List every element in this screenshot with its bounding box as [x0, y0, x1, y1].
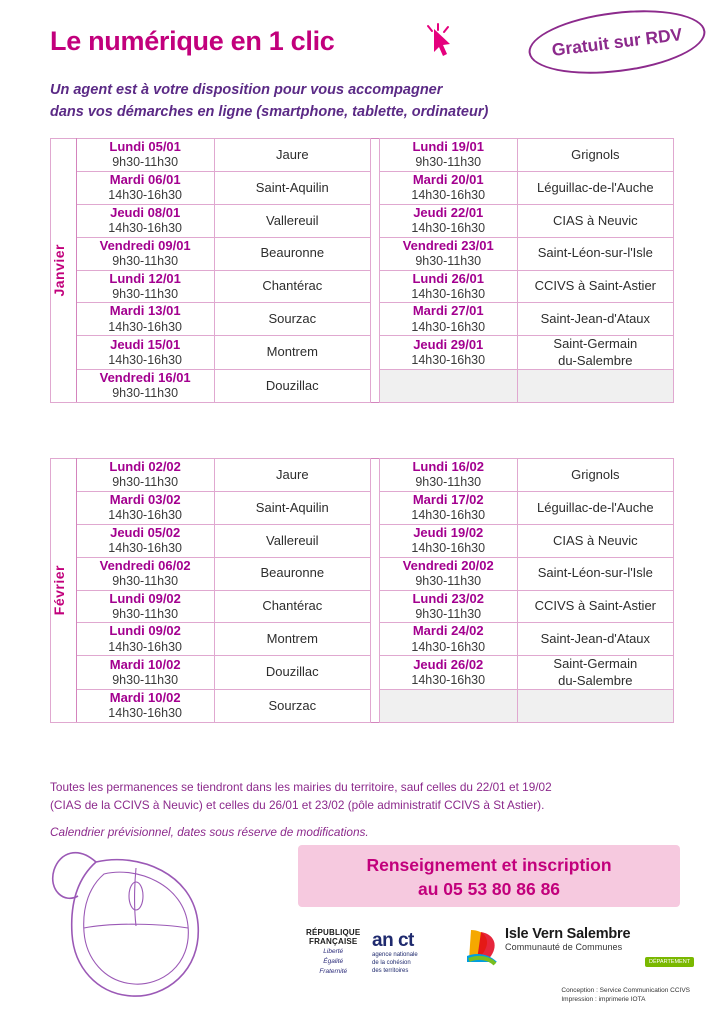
date-cell — [76, 369, 214, 402]
subtitle-line-1: Un agent est à votre disposition pour vous accompagner — [50, 82, 443, 98]
column-separator — [371, 336, 380, 370]
time-label: 9h30-11h30 — [112, 253, 179, 268]
time-label: 9h30-11h30 — [415, 155, 482, 170]
ivs-logo-text — [505, 926, 630, 952]
time-label: 14h30-16h30 — [108, 352, 182, 367]
time-label: 14h30-16h30 — [108, 508, 182, 523]
contact-line-2: au 05 53 80 86 86 — [417, 878, 561, 899]
table-row — [51, 270, 674, 303]
location-line-2: du-Salembre — [558, 352, 633, 368]
date-label: Jeudi 05/02 — [110, 524, 181, 540]
time-label: 9h30-11h30 — [415, 253, 482, 268]
anct-wordmark: an ct — [372, 930, 414, 951]
note-line-2: (CIAS de la CCIVS à Neuvic) et celles du 26/01 et 23/02 (pôle administratif CCIVS à St Astier). — [50, 798, 545, 813]
rf-line-2: FRANÇAISE — [308, 937, 358, 947]
date-label: Mardi 03/02 — [109, 491, 181, 507]
time-label: 9h30-11h30 — [112, 286, 179, 301]
credits-block — [561, 986, 690, 1005]
date-label: Jeudi 29/01 — [413, 336, 484, 352]
time-label: 14h30-16h30 — [411, 188, 486, 203]
date-cell — [379, 623, 517, 656]
date-cell — [379, 590, 517, 623]
anct-logo — [372, 930, 418, 975]
column-separator — [371, 204, 380, 237]
date-label: Jeudi 19/02 — [413, 524, 484, 540]
date-label: Vendredi 16/01 — [99, 369, 191, 385]
date-label: Mardi 06/01 — [109, 171, 181, 187]
date-cell — [379, 303, 517, 336]
table-row — [51, 491, 674, 524]
click-cursor-icon — [424, 22, 454, 60]
date-label: Vendredi 06/02 — [99, 557, 191, 573]
column-separator — [371, 171, 380, 204]
location-cell: Beauronne — [214, 557, 371, 590]
date-cell — [76, 623, 214, 656]
location-cell: Sourzac — [214, 303, 371, 336]
location-cell: Grignols — [517, 139, 673, 172]
date-label: Jeudi 26/02 — [413, 656, 484, 672]
time-label: 14h30-16h30 — [108, 706, 182, 720]
time-label: 9h30-11h30 — [112, 573, 179, 588]
location-cell: Montrem — [214, 336, 371, 370]
date-label: Vendredi 09/01 — [99, 237, 191, 253]
column-separator — [371, 237, 380, 270]
date-cell — [379, 656, 517, 690]
date-label: Vendredi 20/02 — [402, 557, 494, 573]
contact-box — [298, 845, 680, 907]
schedule-table-fevrier — [50, 458, 674, 723]
date-cell — [379, 491, 517, 524]
date-label: Lundi 05/01 — [109, 139, 181, 154]
time-label: 9h30-11h30 — [112, 475, 179, 490]
time-label: 9h30-11h30 — [415, 606, 482, 621]
date-cell — [76, 557, 214, 590]
date-label: Lundi 16/02 — [412, 459, 484, 474]
location-line-2: du-Salembre — [558, 672, 633, 688]
credit-line-1: Conception : Service Communication CCIVS — [561, 987, 690, 994]
table-row — [51, 623, 674, 656]
badge-label: Gratuit sur RDV — [550, 24, 684, 60]
time-label: 9h30-11h30 — [415, 475, 482, 490]
date-cell — [76, 656, 214, 690]
time-label: 14h30-16h30 — [411, 221, 486, 235]
rf-motto-2: Égalité — [323, 958, 344, 966]
date-label: Mardi 20/01 — [412, 171, 484, 187]
date-cell — [379, 459, 517, 492]
date-label: Lundi 09/02 — [109, 590, 181, 606]
column-separator — [371, 459, 380, 492]
date-cell — [379, 204, 517, 237]
location-cell: CIAS à Neuvic — [517, 524, 673, 557]
location-cell — [517, 336, 673, 370]
date-label: Lundi 19/01 — [412, 139, 484, 154]
location-cell: Saint-Léon-sur-l'Isle — [517, 237, 673, 270]
date-cell — [76, 303, 214, 336]
time-label: 14h30-16h30 — [108, 541, 182, 555]
empty-cell — [517, 689, 673, 722]
location-cell: Saint-Aquilin — [214, 491, 371, 524]
date-cell — [379, 237, 517, 270]
location-cell: Saint-Jean-d'Ataux — [517, 303, 673, 336]
date-label: Jeudi 15/01 — [110, 336, 181, 352]
location-cell: Montrem — [214, 623, 371, 656]
date-cell — [379, 524, 517, 557]
anct-sub-2: de la cohésion — [372, 959, 411, 966]
date-cell — [76, 491, 214, 524]
time-label: 14h30-16h30 — [411, 639, 486, 654]
table-row — [51, 237, 674, 270]
time-label: 14h30-16h30 — [108, 639, 182, 654]
time-label: 9h30-11h30 — [112, 672, 179, 687]
location-cell: CIAS à Neuvic — [517, 204, 673, 237]
ivs-name: Isle Vern Salembre — [505, 926, 631, 942]
table-row — [51, 303, 674, 336]
column-separator — [371, 689, 380, 722]
empty-cell — [379, 689, 517, 722]
table-row — [51, 459, 674, 492]
time-label: 14h30-16h30 — [411, 672, 486, 687]
republique-francaise-logo — [306, 928, 360, 976]
date-cell — [76, 237, 214, 270]
location-cell: Jaure — [214, 139, 371, 172]
location-cell: CCIVS à Saint-Astier — [517, 590, 673, 623]
date-label: Lundi 02/02 — [109, 459, 181, 474]
location-cell: Jaure — [214, 459, 371, 492]
time-label: 9h30-11h30 — [415, 573, 482, 588]
departement-badge: DÉPARTEMENT — [645, 957, 694, 967]
date-label: Lundi 09/02 — [109, 623, 181, 639]
time-label: 14h30-16h30 — [411, 286, 486, 301]
date-label: Jeudi 08/01 — [110, 204, 181, 220]
date-cell — [76, 204, 214, 237]
date-cell — [379, 557, 517, 590]
location-cell: CCIVS à Saint-Astier — [517, 270, 673, 303]
location-cell: Beauronne — [214, 237, 371, 270]
ivs-emblem-icon — [465, 926, 501, 971]
table-row — [51, 369, 674, 402]
month-label-cell — [51, 139, 77, 403]
month-label: Janvier — [51, 244, 67, 297]
date-cell — [76, 139, 214, 172]
time-label: 9h30-11h30 — [112, 386, 179, 400]
column-separator — [371, 270, 380, 303]
ivs-subtitle: Communauté de Communes — [505, 942, 623, 952]
date-cell — [379, 270, 517, 303]
time-label: 14h30-16h30 — [108, 319, 182, 334]
location-cell: Chantérac — [214, 270, 371, 303]
date-label: Lundi 23/02 — [412, 590, 484, 606]
subtitle-line-2: dans vos démarches en ligne (smartphone, tablette, ordinateur) — [50, 103, 489, 120]
date-cell — [76, 689, 214, 722]
date-cell — [379, 171, 517, 204]
credit-line-2: Impression : imprimerie IOTA — [561, 996, 646, 1004]
column-separator — [371, 557, 380, 590]
date-label: Jeudi 22/01 — [413, 204, 484, 220]
date-label: Mardi 13/01 — [109, 303, 181, 319]
schedule-table-janvier — [50, 138, 674, 403]
notes-block — [50, 778, 680, 841]
date-label: Lundi 12/01 — [109, 270, 181, 286]
date-cell — [379, 336, 517, 370]
empty-cell — [379, 369, 517, 402]
location-cell: Saint-Léon-sur-l'Isle — [517, 557, 673, 590]
column-separator — [371, 623, 380, 656]
column-separator — [371, 524, 380, 557]
table-row — [51, 171, 674, 204]
location-cell — [517, 656, 673, 690]
table-row — [51, 336, 674, 370]
time-label: 14h30-16h30 — [411, 319, 486, 334]
time-label: 14h30-16h30 — [411, 508, 486, 523]
time-label: 14h30-16h30 — [108, 188, 182, 203]
location-cell: Douzillac — [214, 369, 371, 402]
empty-cell — [517, 369, 673, 402]
column-separator — [371, 656, 380, 690]
location-line-1: Saint-Germain — [553, 336, 638, 352]
rf-motto-1: Liberté — [323, 948, 344, 956]
location-cell: Léguillac-de-l'Auche — [517, 491, 673, 524]
location-cell: Vallereuil — [214, 204, 371, 237]
location-cell: Saint-Aquilin — [214, 171, 371, 204]
time-label: 9h30-11h30 — [112, 155, 179, 170]
column-separator — [371, 139, 380, 172]
table-row — [51, 557, 674, 590]
column-separator — [371, 491, 380, 524]
date-cell — [76, 336, 214, 370]
column-separator — [371, 303, 380, 336]
table-row — [51, 590, 674, 623]
table-row — [51, 689, 674, 722]
location-cell: Léguillac-de-l'Auche — [517, 171, 673, 204]
table-row — [51, 656, 674, 690]
note-italic: Calendrier prévisionnel, dates sous réserve de modifications. — [50, 824, 369, 839]
date-cell — [76, 590, 214, 623]
date-label: Mardi 17/02 — [412, 491, 484, 507]
table-row — [51, 204, 674, 237]
note-line-1: Toutes les permanences se tiendront dans les mairies du territoire, sauf celles du 22/01 et 19/02 — [50, 780, 552, 794]
column-separator — [371, 369, 380, 402]
date-label: Vendredi 23/01 — [402, 237, 494, 253]
time-label: 14h30-16h30 — [108, 221, 182, 235]
footer-logos — [0, 918, 724, 1024]
rf-motto-3: Fraternité — [319, 967, 348, 975]
column-separator — [371, 590, 380, 623]
location-line-1: Saint-Germain — [553, 656, 638, 672]
location-cell: Vallereuil — [214, 524, 371, 557]
date-label: Mardi 10/02 — [109, 689, 181, 705]
date-label: Mardi 24/02 — [412, 623, 484, 639]
location-cell: Grignols — [517, 459, 673, 492]
anct-sub-1: agence nationale — [372, 952, 418, 958]
date-cell — [76, 459, 214, 492]
table-row — [51, 139, 674, 172]
location-cell: Chantérac — [214, 590, 371, 623]
date-label: Mardi 27/01 — [412, 303, 484, 319]
anct-sub-3: des territoires — [372, 967, 409, 974]
date-cell — [76, 171, 214, 204]
date-label: Lundi 26/01 — [412, 270, 484, 286]
location-cell: Douzillac — [214, 656, 371, 690]
month-label: Février — [51, 565, 67, 616]
time-label: 14h30-16h30 — [411, 541, 486, 555]
location-cell: Sourzac — [214, 689, 371, 722]
date-cell — [76, 270, 214, 303]
date-label: Mardi 10/02 — [109, 656, 181, 672]
date-cell — [379, 139, 517, 172]
contact-line-1: Renseignement et inscription — [366, 855, 612, 875]
time-label: 9h30-11h30 — [112, 606, 179, 621]
month-label-cell — [51, 459, 77, 723]
location-cell: Saint-Jean-d'Ataux — [517, 623, 673, 656]
page-title: Le numérique en 1 clic — [50, 26, 335, 56]
rf-line-1: RÉPUBLIQUE — [306, 928, 361, 937]
status-badge — [525, 1, 709, 82]
date-cell — [76, 524, 214, 557]
time-label: 14h30-16h30 — [411, 352, 486, 367]
table-row — [51, 524, 674, 557]
subtitle — [50, 80, 488, 124]
